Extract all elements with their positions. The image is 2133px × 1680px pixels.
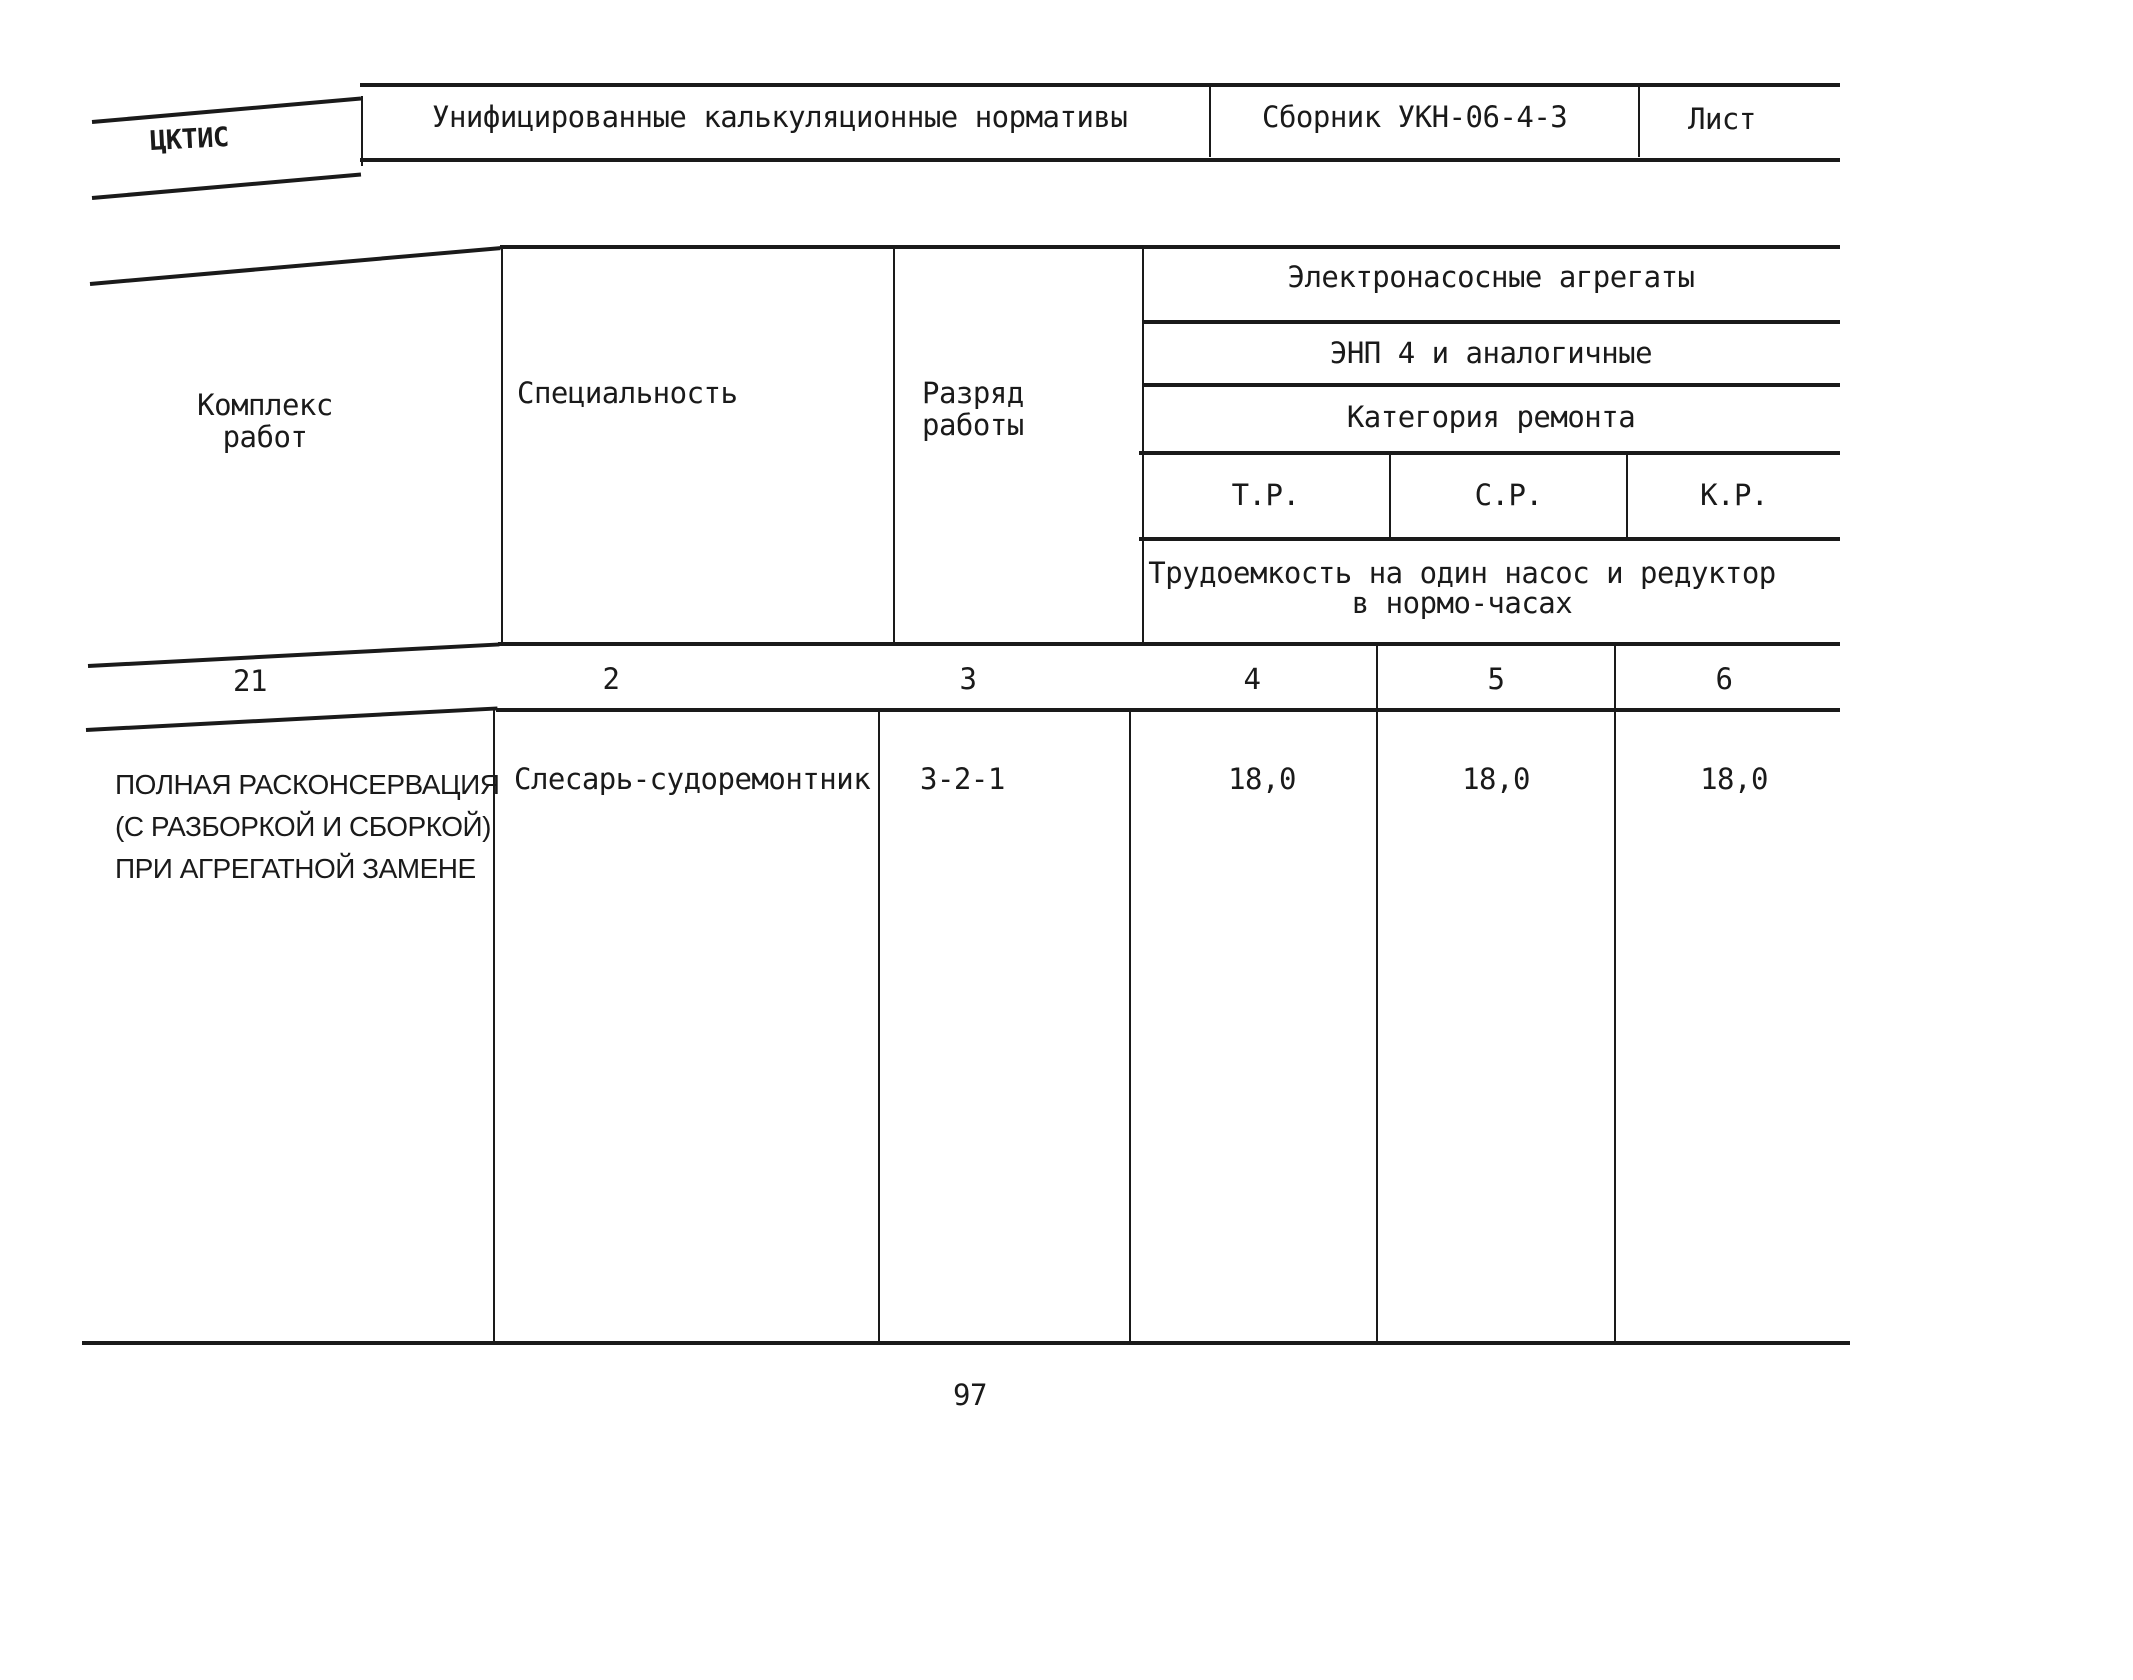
header-divider-2: [1209, 85, 1211, 157]
header-cat-sr: С.Р.: [1474, 478, 1543, 512]
row-tr: 18,0: [1228, 762, 1296, 796]
col-number-5: 5: [1487, 662, 1505, 696]
header-cat-kr: К.Р.: [1700, 478, 1768, 512]
col-number-6: 6: [1715, 662, 1733, 696]
header-title: Унифицированные калькуляционные нормативы: [432, 100, 1128, 134]
col-number-4: 4: [1243, 662, 1261, 696]
header-bottom-rule-left: [92, 172, 361, 200]
row-grade: 3-2-1: [920, 762, 1005, 796]
row-specialty: Слесарь-судоремонтник: [514, 762, 871, 796]
row-kr: 18,0: [1700, 762, 1768, 796]
col-number-1: 21: [233, 664, 267, 698]
table-top-rule: [500, 245, 1840, 249]
category-rule: [1139, 451, 1840, 455]
header-bottom-rule: [360, 158, 1840, 162]
header-group: Электронасосные агрегаты: [1287, 260, 1695, 294]
col-divider-1: [501, 246, 503, 646]
col-divider-4b: [1376, 644, 1378, 1343]
header-grade-line2: работы: [922, 408, 1024, 442]
col-number-3: 3: [959, 662, 977, 696]
header-end-rule: [498, 642, 1840, 646]
subgroup-rule: [1142, 383, 1840, 387]
numbers-end-rule-left: [86, 706, 498, 732]
table-bottom-rule: [82, 1341, 1850, 1345]
header-top-rule-left: [92, 96, 361, 124]
col-divider-2b: [878, 708, 880, 1343]
header-divider-1: [361, 96, 363, 166]
header-sheet: Лист: [1688, 102, 1756, 136]
row-sr: 18,0: [1462, 762, 1530, 796]
header-top-rule: [360, 83, 1840, 87]
col-divider-2: [893, 246, 895, 646]
row-work-line2: (С РАЗБОРКОЙ И СБОРКОЙ): [115, 811, 491, 842]
numbers-end-rule: [496, 708, 1840, 712]
header-cat-tr: Т.Р.: [1231, 478, 1300, 512]
header-category: Категория ремонта: [1346, 400, 1636, 434]
page-number: 97: [953, 1378, 987, 1412]
row-work-line3: ПРИ АГРЕГАТНОЙ ЗАМЕНЕ: [115, 853, 476, 884]
header-org: ЦКТИС: [149, 121, 230, 158]
header-divider-3: [1638, 85, 1640, 157]
col-number-2: 2: [602, 662, 620, 696]
header-complex-line1: Комплекс: [197, 388, 333, 422]
header-end-rule-left: [88, 642, 500, 668]
categories-rule: [1139, 537, 1840, 541]
header-labor-line2: в нормо-часах: [1351, 586, 1573, 620]
row-work-line1: ПОЛНАЯ РАСКОНСЕРВАЦИЯ: [115, 769, 500, 800]
header-complex-line2: работ: [222, 420, 308, 454]
col-divider-3b: [1129, 708, 1131, 1343]
group-rule: [1142, 320, 1840, 324]
header-specialty: Специальность: [517, 376, 738, 410]
header-grade-line1: Разряд: [922, 376, 1024, 410]
col-divider-5b: [1614, 644, 1616, 1343]
table-top-rule-left: [90, 246, 501, 286]
header-labor-line1: Трудоемкость на один насос и редуктор: [1148, 556, 1776, 590]
header-subgroup: ЭНП 4 и аналогичные: [1329, 336, 1653, 370]
header-collection: Сборник УКН-06-4-3: [1262, 100, 1568, 134]
